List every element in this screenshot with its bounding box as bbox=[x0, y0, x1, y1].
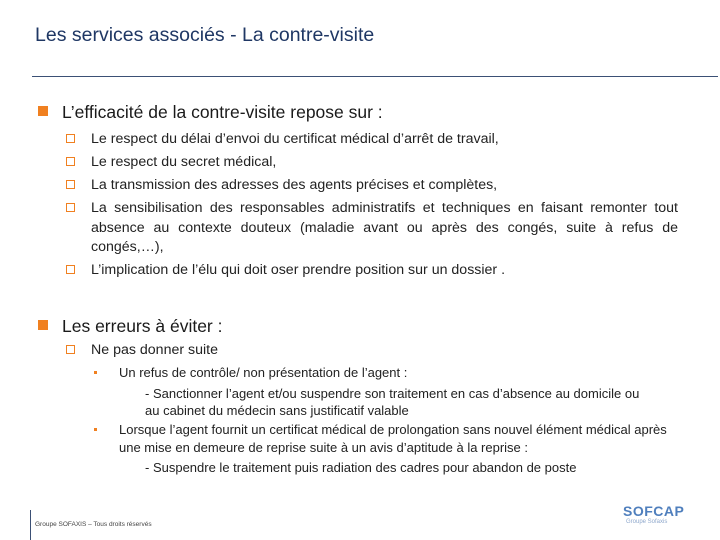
efficacite-list bbox=[66, 128, 678, 282]
sub-item-detail: - Sanctionner l’agent et/ou suspendre son traitement en cas d’absence au domicile ou au cabinet du médecin sans justificatif valable bbox=[145, 385, 640, 418]
section-heading: L’efficacité de la contre-visite repose sur : bbox=[62, 102, 383, 122]
square-bullet-icon bbox=[38, 106, 48, 116]
list-item bbox=[66, 339, 678, 362]
footer-copyright: Groupe SOFAXIS – Tous droits réservés bbox=[35, 521, 152, 528]
checkbox-bullet-icon bbox=[66, 157, 75, 166]
logo-name: SOFCAP bbox=[623, 503, 685, 519]
sub-item-detail: - Suspendre le traitement puis radiation des cadres pour abandon de poste bbox=[145, 460, 577, 475]
dot-bullet-icon bbox=[94, 371, 97, 374]
list-item-text: Ne pas donner suite bbox=[91, 342, 218, 358]
sub-item-text: Lorsque l’agent fournit un certificat médical de prolongation sans nouvel élément médical après une mise en demeure de reprise suite à un avis d’aptitude à la reprise : bbox=[119, 422, 667, 455]
list-item-text: Le respect du secret médical, bbox=[91, 154, 277, 170]
footer-divider bbox=[30, 510, 31, 540]
list-item-text: La transmission des adresses des agents précises et complètes, bbox=[91, 177, 498, 193]
section-heading: Les erreurs à éviter : bbox=[62, 316, 223, 336]
erreurs-list bbox=[66, 339, 678, 362]
list-item bbox=[66, 174, 678, 197]
sofcap-logo bbox=[620, 503, 686, 527]
checkbox-bullet-icon bbox=[66, 180, 75, 189]
page-title: Les services associés - La contre-visite bbox=[35, 24, 375, 46]
checkbox-bullet-icon bbox=[66, 134, 75, 143]
square-bullet-icon bbox=[38, 320, 48, 330]
list-item-text: La sensibilisation des responsables administratifs et techniques en faisant remonter tout absence au contexte douteux (maladie avant ou après des congés, suite à refus de congés,…), bbox=[91, 200, 678, 255]
sub-item bbox=[94, 364, 684, 420]
sub-item-text: Un refus de contrôle/ non présentation de l’agent : bbox=[119, 365, 408, 380]
title-divider bbox=[32, 76, 718, 77]
checkbox-bullet-icon bbox=[66, 345, 75, 354]
checkbox-bullet-icon bbox=[66, 265, 75, 274]
list-item-text: Le respect du délai d’envoi du certificat médical d’arrêt de travail, bbox=[91, 131, 499, 147]
list-item bbox=[66, 259, 678, 282]
dot-bullet-icon bbox=[94, 428, 97, 431]
list-item-text: L’implication de l’élu qui doit oser prendre position sur un dossier . bbox=[91, 261, 506, 278]
sub-item bbox=[94, 421, 684, 477]
list-item bbox=[66, 151, 678, 174]
list-item bbox=[66, 197, 678, 259]
checkbox-bullet-icon bbox=[66, 203, 75, 212]
logo-tagline: Groupe Sofaxis bbox=[626, 519, 668, 525]
list-item bbox=[66, 128, 678, 151]
